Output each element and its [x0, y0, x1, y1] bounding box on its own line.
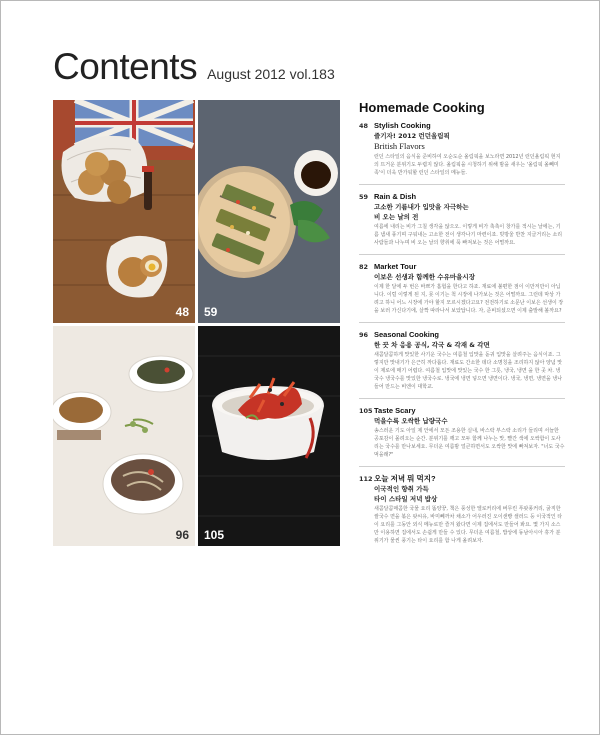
entry-description: 여름에 내리는 비가 그칠 생각을 않으오. 이렇게 비가 촉촉이 창가를 적시는 날에는, 기름 냄새 풍기며 구워내는 고소한 전이 생각나기 마련이죠. 빗방울 반찬 지글거리는 소리 사람들과 나누며 비 오는 날의 향취에 푹 빠져보는 것은 어떨까요. [374, 224, 563, 246]
entry-subtitle-2: 비 오는 날의 전 [374, 213, 419, 221]
photo-noodle-soups[interactable] [53, 326, 195, 546]
scotch-eggs-illustration [53, 100, 195, 323]
photo-scotch-eggs[interactable] [53, 100, 195, 323]
entry-subtitle: 이보은 선생과 함께한 수유마을시장 [374, 273, 475, 281]
photo-page-number: 105 [204, 528, 225, 542]
photo-page-number: 59 [204, 305, 218, 319]
entry-subtitle-2: 타이 스타일 저녁 밥상 [374, 495, 438, 503]
entry-subtitle: 먹을수록 오싹한 납량국수 [374, 417, 448, 425]
entry-description: 런던 스타일의 음식을 준비하여 오순도순 올림픽을 보노라면 2012년 런던올림픽 현지의 뜨거운 분위기도 두렵지 않다. 올림픽을 시청하기 위해 밤을 새우는 '올림픽 올빼미족'이 더욱 반가워할 런던 스타일의 메뉴들. [374, 154, 561, 176]
contents-entry[interactable] [359, 262, 565, 323]
entry-page-number: 105 [359, 407, 373, 415]
page-title: Contents [53, 46, 198, 87]
entry-page-number: 82 [359, 263, 369, 271]
entry-subtitle: 한 끗 차 응용 공식, 각국 & 각재 & 각면 [374, 341, 490, 349]
spicy-noodles-illustration [198, 326, 340, 546]
entry-heading: Stylish Cooking [374, 121, 431, 130]
photo-grid [53, 100, 340, 546]
entry-page-number: 112 [359, 475, 373, 483]
entry-subtitle: 이국적인 향취 가득 [374, 485, 429, 493]
entry-description: 송스러운 기도 아일 제 안에서 모든 조용한 실내, 바스락 부스락 소리가 들리며 서늘한 공포감이 몰려오는 순간. 분위기를 깨고 모두 함께 나누는 맛, 빨간 색에 오싹함이 도사리는 국수를 만나보세요. 무더운 여름밤 얼큰하면서도 오싹한 맛에 빠져보자. "너도 국수 먹을래?" [374, 428, 565, 458]
entry-subtitle-2: British Flavors [374, 141, 425, 151]
photo-page-number: 48 [175, 305, 189, 319]
entry-heading: Taste Scary [374, 406, 416, 415]
entry-description: 이제 한 달에 두 번은 바쁘가 흡헙을 한다고 하죠. 재료에 불편한 점이 이만저만이 아닙니다. 이럴 이렇게 된 지, 못 이기는 척 시장에 나가보는 것은 어떨까요. 그런데 막상 가려고 하니 어느 시장에 가야 할지 모르시겠다고요? 전전하기로 소문난 이보은 선생이 장을 보러 가신다기에, 살짝 따라나서 보았답니다. 자, 준비되셨으면 이제 출발해 볼까요? [374, 284, 564, 314]
contents-entry[interactable] [359, 474, 565, 552]
entry-subtitle: 즐기자! 2012 런던올림픽 [374, 132, 450, 140]
contents-list [359, 121, 565, 559]
skewers-illustration [198, 100, 340, 323]
entry-subtitle: 고소한 기름내가 입맛을 자극하는 [374, 203, 469, 211]
contents-entry[interactable] [359, 192, 565, 255]
photo-grilled-skewers[interactable] [198, 100, 340, 323]
issue-info: August 2012 vol.183 [207, 66, 335, 82]
entry-heading: 오늘 저녁 뭐 먹지? [374, 474, 436, 483]
photo-spicy-noodles[interactable] [198, 326, 340, 546]
entry-description: 새콤달콤매콤한 국물 요리 똠양꿍, 책은 풍성한 엘로커리에 버무린 푸팟퐁커리, 굵직한 쌀국수 면을 볶은 팟씨유, 바미뻬까차 채소가 어우러진 오이샌빵 샐러드 등 이국적인 타이 요리를 그동안 외식 메뉴로만 즐겨 왔다면 이제 집에서도 만들어 봐요. 몇 가지 소스만 이용하면 집에서도 손쉽게 만들 수 있다. 무더운 여름철, 밥상에 동남아시아 휴가 분위기가 물씬 풍기는 타이 요리를 함 나게 올려보자. [374, 506, 563, 544]
noodle-soups-illustration [53, 326, 195, 546]
entry-heading: Market Tour [374, 262, 417, 271]
entry-heading: Seasonal Cooking [374, 330, 440, 339]
contents-entry[interactable] [359, 330, 565, 399]
entry-page-number: 48 [359, 122, 369, 130]
section-title: Homemade Cooking [359, 100, 485, 115]
entry-description: 새콤달콤하게 맛있한 사기운 국수는 여름철 입맛을 돋궈 입맛을 살려주는 음식이죠. 그렇지만 맛내기가 은근히 까다롭다. 재료도 간소한 데다 소명칭을 조리하지 않아 양념 맛이 제로에 매기 어렵다. 여름철 입맛에 맛있는 국수 한 그릇, 냉국, 냉면 을 한 곳 차. 냉국수 냉국수를 맛있한 냉국수로. 냉국에 냉면 넣으면 냉면이다. 냉국, 냉면, 냉면을 냉나들어 만드는 비엔이 대학교. [374, 352, 563, 390]
entry-page-number: 59 [359, 193, 369, 201]
contents-entry[interactable] [359, 121, 565, 185]
entry-heading: Rain & Dish [374, 192, 417, 201]
entry-page-number: 96 [359, 331, 369, 339]
contents-entry[interactable] [359, 406, 565, 467]
header [53, 46, 335, 88]
photo-page-number: 96 [175, 528, 189, 542]
